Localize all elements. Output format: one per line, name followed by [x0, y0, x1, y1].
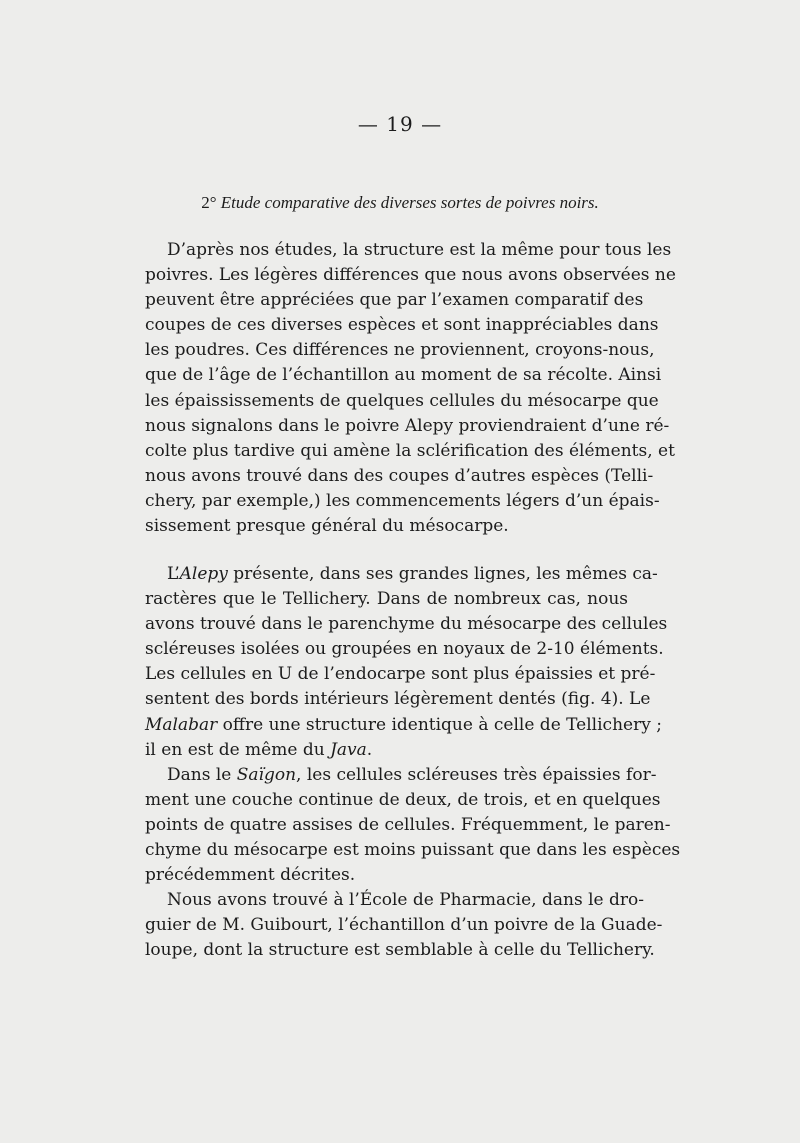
text-line: précédemment décrites.	[145, 865, 356, 886]
text-line: ment une couche continue de deux, de trois, et en quelques	[145, 790, 661, 811]
text-line: scléreuses isolées ou groupées en noyaux de 2-10 éléments.	[145, 639, 664, 660]
text-line: nous signalons dans le poivre Alepy proviendraient d’une ré-	[145, 415, 670, 436]
text-line: peuvent être appréciées que par l’examen comparatif des	[145, 290, 644, 311]
variety-java: Java	[330, 739, 367, 760]
paragraph-4	[145, 888, 663, 963]
text-line: Les cellules en U de l’endocarpe sont plus épaissies et pré-	[145, 664, 656, 685]
variety-alepy: Alepy	[179, 564, 228, 584]
text-line: Malabar offre une structure identique à celle de Tellichery ;	[145, 714, 662, 735]
section-number: 2°	[201, 193, 217, 212]
text-line: sissement presque général du mésocarpe.	[145, 516, 509, 537]
text-line: loupe, dont la structure est semblable à celle du Tellichery.	[145, 940, 655, 961]
text-line: D’après nos études, la structure est la même pour tous les	[167, 240, 672, 260]
text-line: Nous avons trouvé à l’École de Pharmacie, dans le dro-	[167, 890, 644, 910]
text-line: colte plus tardive qui amène la sclérification des éléments, et	[145, 440, 675, 461]
variety-saigon: Saïgon	[236, 765, 297, 785]
paragraph-3	[145, 763, 681, 888]
text-line: guier de M. Guibourt, l’échantillon d’un poivre de la Guade-	[145, 915, 663, 936]
page-number: — 19 —	[357, 112, 443, 136]
text-line: ractères que le Tellichery. Dans de nombreux cas, nous	[145, 589, 628, 610]
text-line: les épaississements de quelques cellules du mésocarpe que	[145, 390, 659, 411]
text-line: chery, par exemple,) les commencements légers d’un épais-	[145, 490, 660, 511]
text-line: chyme du mésocarpe est moins puissant que dans les espèces	[145, 840, 681, 861]
text-line: il en est de même du Java.	[145, 739, 373, 760]
variety-malabar: Malabar	[145, 714, 218, 735]
text-line: points de quatre assises de cellules. Fréquemment, le paren-	[145, 815, 671, 836]
text-line: les poudres. Ces différences ne proviennent, croyons-nous,	[145, 340, 655, 361]
text-line: Dans le Saïgon, les cellules scléreuses très épaissies for-	[167, 765, 657, 785]
text-line: sentent des bords intérieurs légèrement dentés (fig. 4). Le	[145, 689, 651, 710]
paragraph-1	[145, 238, 676, 539]
paragraph-2	[145, 562, 668, 763]
section-title: Etude comparative des diverses sortes de poivres noirs.	[220, 193, 599, 212]
text-line: coupes de ces diverses espèces et sont inappréciables dans	[145, 315, 659, 336]
text-line: avons trouvé dans le parenchyme du mésocarpe des cellules	[145, 614, 668, 635]
text-line: que de l’âge de l’échantillon au moment de sa récolte. Ainsi	[145, 365, 662, 386]
text-line: L’Alepy présente, dans ses grandes lignes, les mêmes ca-	[167, 564, 658, 584]
text-line: nous avons trouvé dans des coupes d’autres espèces (Telli-	[145, 465, 654, 486]
text-line: poivres. Les légères différences que nous avons observées ne	[145, 265, 676, 286]
section-heading	[140, 193, 660, 213]
